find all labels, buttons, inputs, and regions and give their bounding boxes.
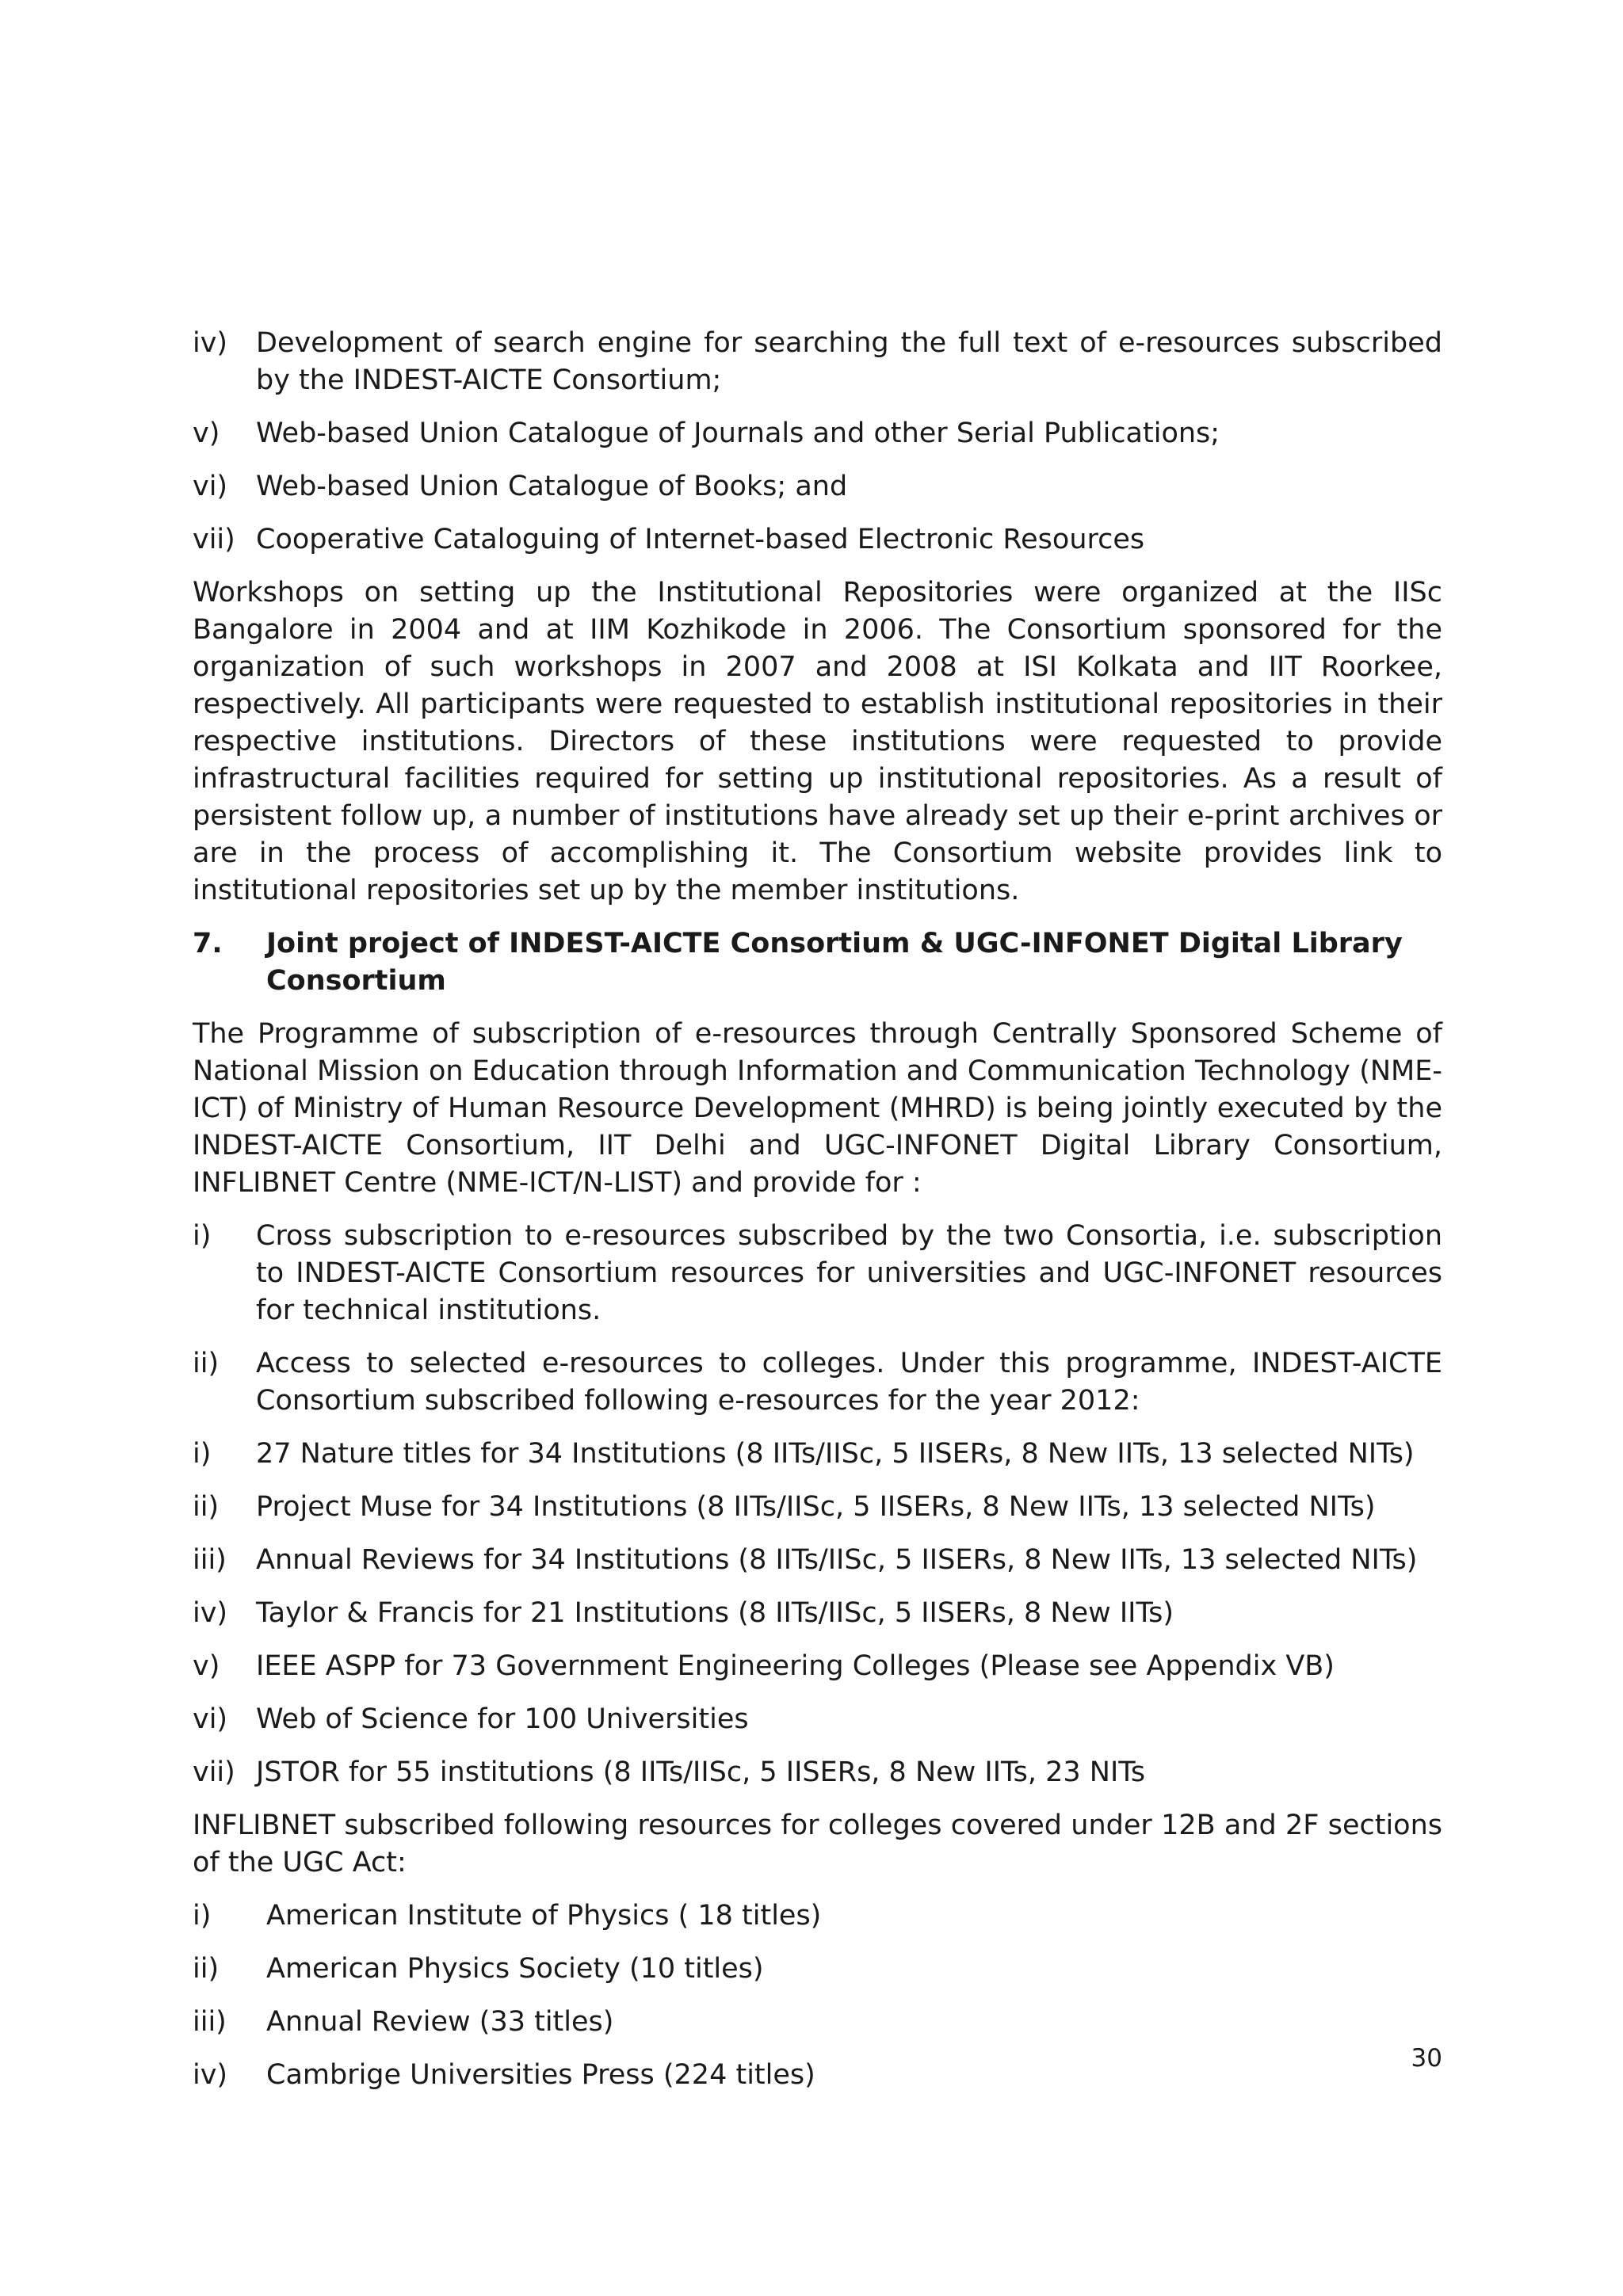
page-number: 30	[1411, 2044, 1442, 2073]
list-number: iii)	[193, 2006, 227, 2038]
list-text: JSTOR for 55 institutions (8 IITs/IISc, 5 IISERs, 8 New IITs, 23 NITs	[256, 1756, 1146, 1788]
list-number: v)	[193, 1650, 220, 1682]
list-item	[193, 325, 1442, 399]
list-item	[193, 1436, 1442, 1473]
list-number: v)	[193, 418, 220, 449]
list-item	[193, 468, 1442, 505]
list-number: vii)	[193, 1756, 235, 1788]
document-page	[193, 325, 1442, 2110]
list-item	[193, 2004, 1442, 2041]
list-item	[193, 1897, 1442, 1935]
list-item	[193, 1218, 1442, 1329]
list-item	[193, 1489, 1442, 1526]
list-text: 27 Nature titles for 34 Institutions (8 IITs/IISc, 5 IISERs, 8 New IITs, 13 selected NITs)	[256, 1438, 1415, 1470]
list-text: Web-based Union Catalogue of Books; and	[256, 471, 848, 502]
list-item	[193, 1595, 1442, 1632]
inflibnet-paragraph: INFLIBNET subscribed following resources for colleges covered under 12B and 2F sections of the UGC Act:	[193, 1810, 1442, 1878]
list-text: Annual Review (33 titles)	[266, 2006, 614, 2038]
list-item	[193, 1951, 1442, 1988]
programme-paragraph: The Programme of subscription of e-resources through Centrally Sponsored Scheme of National Mission on Education through Information and Communication Technology (NME-ICT) of Ministry of Human Resource Development (MHRD) is being jointly executed by the INDEST-AICTE Consortium, IIT Delhi and UGC-INFONET Digital Library Consortium, INFLIBNET Centre (NME-ICT/N-LIST) and provide for :	[193, 1018, 1442, 1199]
list-number: i)	[193, 1900, 212, 1932]
list-number: vi)	[193, 1703, 228, 1735]
list-number: vi)	[193, 471, 228, 502]
list-number: ii)	[193, 1953, 220, 1985]
list-number: iv)	[193, 2059, 228, 2091]
list-text: Web of Science for 100 Universities	[256, 1703, 749, 1735]
workshops-paragraph: Workshops on setting up the Institutional Repositories were organized at the IISc Bangalore in 2004 and at IIM Kozhikode in 2006. The Consortium sponsored for the organization of such workshops in 2007 and 2008 at ISI Kolkata and IIT Roorkee, respectively. All participants were requested to establish institutional repositories in their respective institutions. Directors of these institutions were requested to provide infrastructural facilities required for setting up institutional repositories. As a result of persistent follow up, a number of institutions have already set up their e-print archives or are in the process of accomplishing it. The Consortium website provides link to institutional repositories set up by the member institutions.	[193, 577, 1442, 906]
list-item	[193, 521, 1442, 559]
list-item	[193, 1345, 1442, 1420]
list-text: Development of search engine for searching the full text of e-resources subscribed by the INDEST-AICTE Consortium;	[256, 327, 1442, 396]
list-text: Cooperative Cataloguing of Internet-based Electronic Resources	[256, 524, 1145, 555]
list-item	[193, 1754, 1442, 1791]
list-number: i)	[193, 1220, 212, 1252]
list-text: American Institute of Physics ( 18 titles)	[266, 1900, 822, 1932]
list-text: Taylor & Francis for 21 Institutions (8 IITs/IISc, 5 IISERs, 8 New IITs)	[256, 1597, 1174, 1629]
list-text: Web-based Union Catalogue of Journals and other Serial Publications;	[256, 418, 1220, 449]
list-text: Cross subscription to e-resources subscribed by the two Consortia, i.e. subscription to INDEST-AICTE Consortium resources for universities and UGC-INFONET resources for technical institutions.	[256, 1220, 1442, 1326]
list-item	[193, 1648, 1442, 1685]
list-number: ii)	[193, 1491, 220, 1523]
list-text: Access to selected e-resources to colleges. Under this programme, INDEST-AICTE Consortium subscribed following e-resources for the year 2012:	[256, 1348, 1442, 1417]
section-title: Joint project of INDEST-AICTE Consortium & UGC-INFONET Digital Library Consortium	[266, 928, 1403, 997]
list-text: Cambrige Universities Press (224 titles)	[266, 2059, 815, 2091]
list-number: iii)	[193, 1544, 227, 1576]
list-number: iv)	[193, 1597, 228, 1629]
list-number: vii)	[193, 524, 235, 555]
list-number: ii)	[193, 1348, 220, 1379]
list-number: iv)	[193, 327, 228, 359]
list-text: IEEE ASPP for 73 Government Engineering Colleges (Please see Appendix VB)	[256, 1650, 1335, 1682]
list-item	[193, 1701, 1442, 1738]
section-number: 7.	[193, 928, 223, 959]
list-text: Annual Reviews for 34 Institutions (8 IITs/IISc, 5 IISERs, 8 New IITs, 13 selected NITs)	[256, 1544, 1418, 1576]
list-item	[193, 415, 1442, 452]
list-item	[193, 1542, 1442, 1579]
section-heading	[193, 925, 1442, 1000]
list-text: Project Muse for 34 Institutions (8 IITs/IISc, 5 IISERs, 8 New IITs, 13 selected NITs)	[256, 1491, 1376, 1523]
list-item	[193, 2057, 1442, 2094]
list-number: i)	[193, 1438, 212, 1470]
list-text: American Physics Society (10 titles)	[266, 1953, 764, 1985]
